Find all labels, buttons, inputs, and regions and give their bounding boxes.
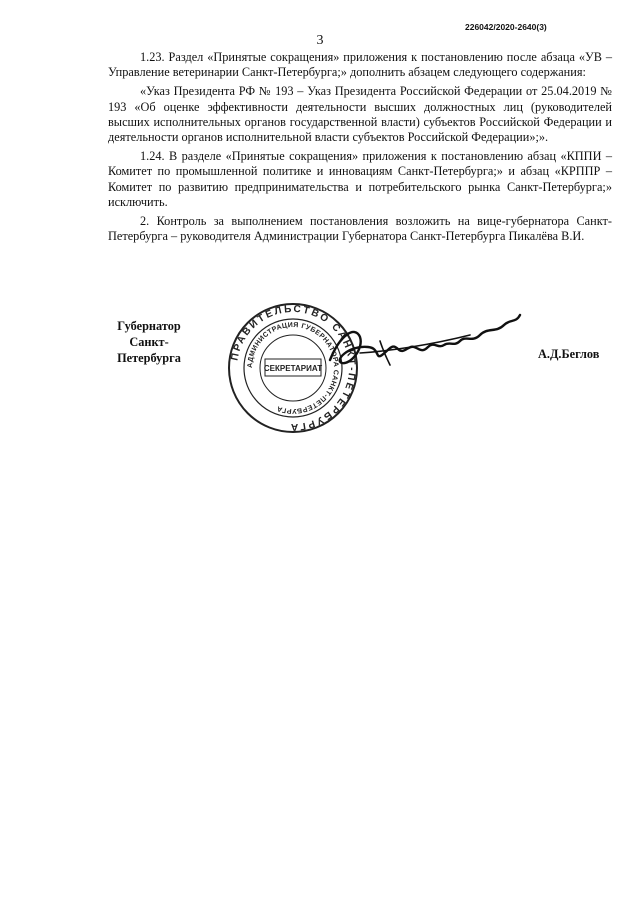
document-number: 226042/2020-2640(3) <box>465 22 547 32</box>
paragraph-2: 2. Контроль за выполнением постановления возложить на вице-губернатора Санкт-Петербурга – руководителя Администрации Губернатора Санкт-Петербурга Пикалёва В.И. <box>108 214 612 244</box>
paragraph-1-24: 1.24. В разделе «Принятые сокращения» приложения к постановлению абзац «КППИ – Комитет по промышленной политике и инновациям Санкт-Петербурга;» и абзац «КРППР – Комитет по развитию предпринимательства и потребительского рынка Санкт-Петербурга;» исключить. <box>108 149 612 209</box>
signatory-title-line-2: Санкт-Петербурга <box>117 335 181 365</box>
paragraph-1-23: 1.23. Раздел «Принятые сокращения» приложения к постановлению после абзаца «УВ – Управление ветеринарии Санкт-Петербурга;» дополнить абзацем следующего содержания: <box>108 50 612 80</box>
paragraph-decree-text: «Указ Президента РФ № 193 – Указ Президента Российской Федерации от 25.04.2019 № 193 «Об оценке эффективности деятельности высших должностных лиц (руководителей высших исполнительных органов государственной власти) субъектов Российской Федерации и деятельности органов исполнительной власти субъектов Российской Федерации»;». <box>108 84 612 145</box>
signatory-name: А.Д.Беглов <box>538 347 600 361</box>
stamp-inner-ring-text: АДМИНИСТРАЦИЯ ГУБЕРНАТОРА САНКТ-ПЕТЕРБУРГА <box>246 321 340 415</box>
page-number: 3 <box>316 33 324 48</box>
document-body <box>108 50 612 248</box>
stamp-outer-ring-text: ПРАВИТЕЛЬСТВО САНКТ-ПЕТЕРБУРГА <box>229 303 358 433</box>
signatory-title <box>104 318 194 366</box>
signatory-title-line-1: Губернатор <box>117 319 181 333</box>
handwritten-signature <box>320 305 530 395</box>
stamp-center-text: СЕКРЕТАРИАТ <box>263 364 323 373</box>
